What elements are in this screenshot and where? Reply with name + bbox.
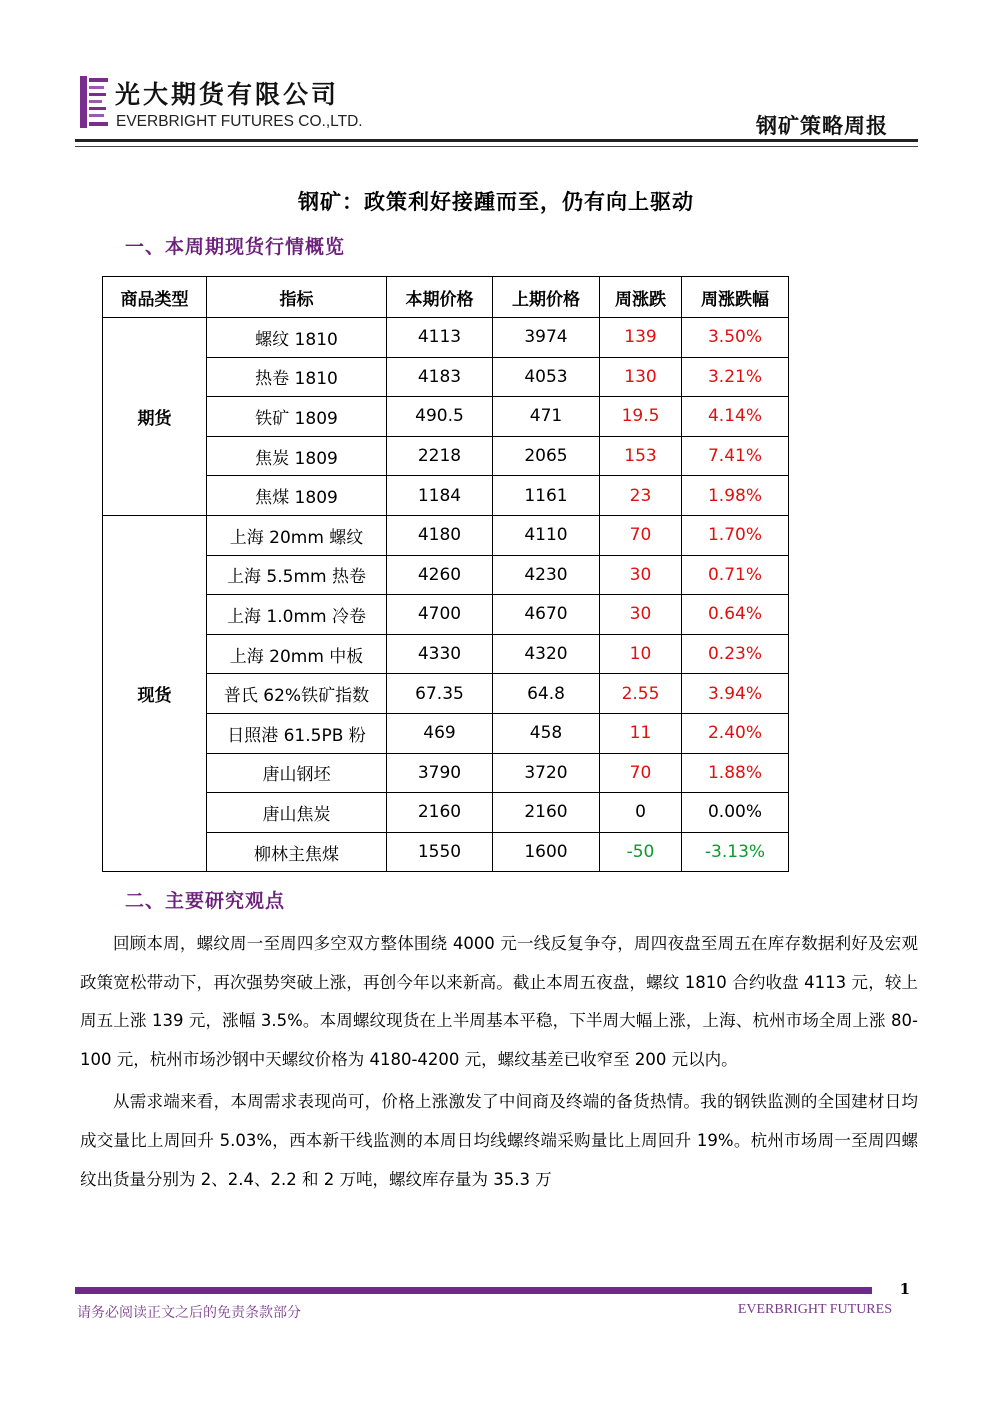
weekly-change-cell: 30	[600, 555, 682, 595]
section-heading-1: 一、本周期现货行情概览	[125, 236, 346, 258]
weekly-change-pct-cell: 3.94%	[682, 674, 789, 714]
weekly-change-cell: 11	[600, 713, 682, 753]
indicator-cell: 唐山钢坯	[207, 753, 387, 793]
paragraph: 回顾本周，螺纹周一至周四多空双方整体围绕 4000 元一线反复争夺，周四夜盘至周五在库存数据利好及宏观政策宽松带动下，再次强势突破上涨，再创今年以来新高。截止本周五夜盘，螺纹 1810 合约收盘 4113 元，较上周五上涨 139 元，涨幅 3.5%。本周螺纹现货在上半周基本平稳，下半周大幅上涨，上海、杭州市场全周上涨 80-100 元，杭州市场沙钢中天螺纹价格为 4180-4200 元，螺纹基差已收窄至 200 元以内。	[80, 934, 918, 1069]
indicator-cell: 柳林主焦煤	[207, 832, 387, 872]
price-table	[102, 276, 789, 872]
previous-price-cell: 1600	[493, 832, 600, 872]
indicator-cell: 日照港 61.5PB 粉	[207, 713, 387, 753]
company-name-cn: 光大期货有限公司	[115, 80, 340, 109]
weekly-change-cell: 23	[600, 476, 682, 516]
current-price-cell: 490.5	[387, 397, 493, 437]
weekly-change-pct-cell: 0.71%	[682, 555, 789, 595]
indicator-cell: 铁矿 1809	[207, 397, 387, 437]
current-price-cell: 2218	[387, 436, 493, 476]
previous-price-cell: 4110	[493, 515, 600, 555]
header-divider-thin	[75, 146, 918, 147]
indicator-cell: 普氏 62%铁矿指数	[207, 674, 387, 714]
weekly-change-cell: 153	[600, 436, 682, 476]
column-header: 指标	[207, 277, 387, 318]
weekly-change-pct-cell: 0.64%	[682, 595, 789, 635]
everbright-logo-icon	[80, 76, 108, 128]
previous-price-cell: 3720	[493, 753, 600, 793]
table-header-row	[103, 277, 789, 318]
previous-price-cell: 2065	[493, 436, 600, 476]
indicator-cell: 上海 20mm 中板	[207, 634, 387, 674]
current-price-cell: 1550	[387, 832, 493, 872]
current-price-cell: 469	[387, 713, 493, 753]
weekly-change-cell: 19.5	[600, 397, 682, 437]
previous-price-cell: 4670	[493, 595, 600, 635]
page-header	[75, 72, 918, 156]
previous-price-cell: 64.8	[493, 674, 600, 714]
weekly-change-pct-cell: 1.88%	[682, 753, 789, 793]
header-divider	[75, 139, 918, 142]
weekly-change-pct-cell: 1.70%	[682, 515, 789, 555]
indicator-cell: 焦炭 1809	[207, 436, 387, 476]
current-price-cell: 4183	[387, 357, 493, 397]
weekly-change-pct-cell: 2.40%	[682, 713, 789, 753]
current-price-cell: 2160	[387, 793, 493, 833]
previous-price-cell: 1161	[493, 476, 600, 516]
paragraph: 从需求端来看，本周需求表现尚可，价格上涨激发了中间商及终端的备货热情。我的钢铁监测的全国建材日均成交量比上周回升 5.03%，西本新干线监测的本周日均线螺终端采购量比上周回升 19%。杭州市场周一至周四螺纹出货量分别为 2、2.4、2.2 和 2 万吨，螺纹库存量为 35.3 万	[80, 1092, 918, 1189]
group-label-cell: 期货	[103, 318, 207, 516]
footer-disclaimer: 请务必阅读正文之后的免责条款部分	[77, 1305, 301, 1321]
previous-price-cell: 4053	[493, 357, 600, 397]
section-heading-2: 二、主要研究观点	[125, 890, 286, 912]
indicator-cell: 上海 20mm 螺纹	[207, 515, 387, 555]
weekly-change-cell: 0	[600, 793, 682, 833]
weekly-change-pct-cell: 4.14%	[682, 397, 789, 437]
footer-bar	[75, 1287, 872, 1294]
weekly-change-pct-cell: 7.41%	[682, 436, 789, 476]
previous-price-cell: 4230	[493, 555, 600, 595]
weekly-change-cell: 10	[600, 634, 682, 674]
body-text	[80, 925, 918, 1203]
weekly-change-cell: 2.55	[600, 674, 682, 714]
weekly-change-pct-cell: 3.50%	[682, 318, 789, 358]
document-title: 钢矿：政策利好接踵而至，仍有向上驱动	[298, 189, 694, 214]
column-header: 商品类型	[103, 277, 207, 318]
current-price-cell: 3790	[387, 753, 493, 793]
column-header: 上期价格	[493, 277, 600, 318]
current-price-cell: 67.35	[387, 674, 493, 714]
previous-price-cell: 471	[493, 397, 600, 437]
column-header: 本期价格	[387, 277, 493, 318]
footer-brand: EVERBRIGHT FUTURES	[737, 1302, 892, 1317]
indicator-cell: 焦煤 1809	[207, 476, 387, 516]
company-name-en: EVERBRIGHT FUTURES CO.,LTD.	[116, 113, 363, 130]
page-number: 1	[899, 1280, 910, 1298]
weekly-change-cell: 139	[600, 318, 682, 358]
previous-price-cell: 3974	[493, 318, 600, 358]
report-tag: 钢矿策略周报	[756, 113, 888, 138]
current-price-cell: 4113	[387, 318, 493, 358]
indicator-cell: 热卷 1810	[207, 357, 387, 397]
weekly-change-pct-cell: 3.21%	[682, 357, 789, 397]
column-header: 周涨跌	[600, 277, 682, 318]
current-price-cell: 1184	[387, 476, 493, 516]
group-label-cell: 现货	[103, 515, 207, 871]
current-price-cell: 4330	[387, 634, 493, 674]
current-price-cell: 4700	[387, 595, 493, 635]
previous-price-cell: 458	[493, 713, 600, 753]
previous-price-cell: 4320	[493, 634, 600, 674]
column-header: 周涨跌幅	[682, 277, 789, 318]
weekly-change-cell: 30	[600, 595, 682, 635]
indicator-cell: 上海 1.0mm 冷卷	[207, 595, 387, 635]
table-body	[103, 318, 789, 872]
previous-price-cell: 2160	[493, 793, 600, 833]
indicator-cell: 螺纹 1810	[207, 318, 387, 358]
weekly-change-pct-cell: 1.98%	[682, 476, 789, 516]
table-row	[103, 515, 789, 555]
weekly-change-pct-cell: -3.13%	[682, 832, 789, 872]
current-price-cell: 4180	[387, 515, 493, 555]
indicator-cell: 上海 5.5mm 热卷	[207, 555, 387, 595]
weekly-change-cell: 130	[600, 357, 682, 397]
table-row	[103, 318, 789, 358]
weekly-change-cell: 70	[600, 515, 682, 555]
weekly-change-cell: -50	[600, 832, 682, 872]
weekly-change-cell: 70	[600, 753, 682, 793]
indicator-cell: 唐山焦炭	[207, 793, 387, 833]
weekly-change-pct-cell: 0.00%	[682, 793, 789, 833]
current-price-cell: 4260	[387, 555, 493, 595]
weekly-change-pct-cell: 0.23%	[682, 634, 789, 674]
